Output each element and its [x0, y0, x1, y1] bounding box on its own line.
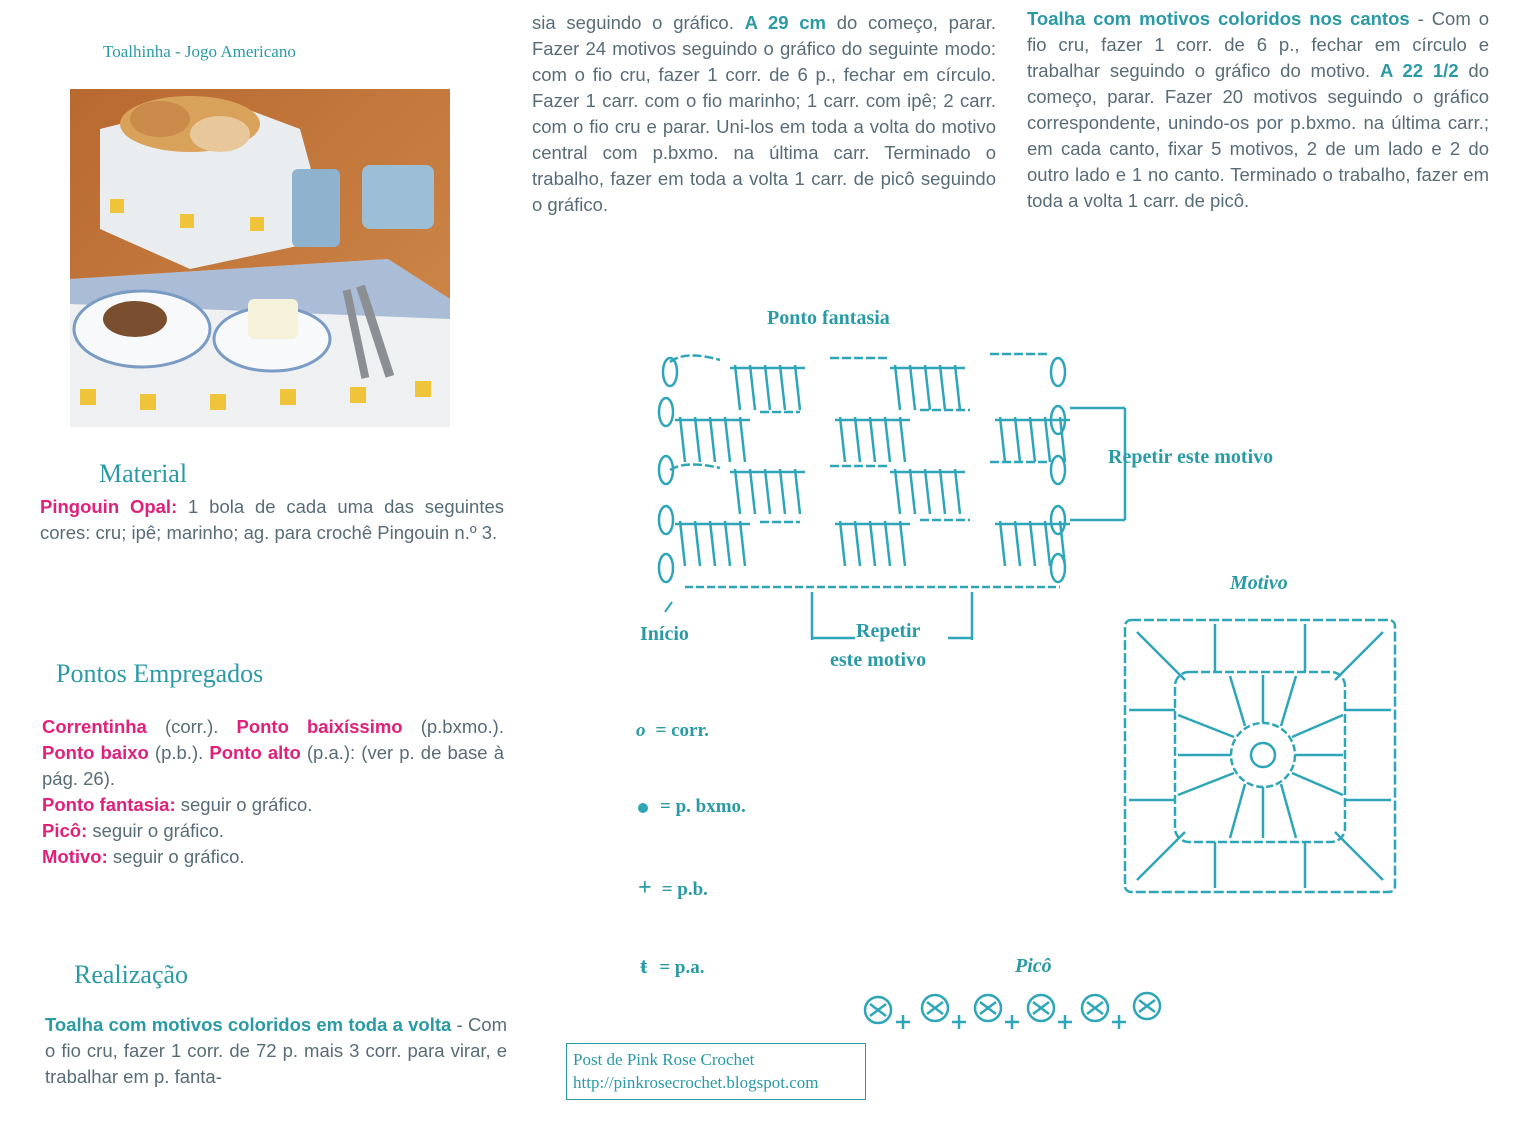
desc-ponto-fantasia: seguir o gráfico. — [175, 794, 313, 815]
realizacao-body: - Com o fio cru, fazer 1 corr. de 72 p. mais 3 corr. para virar, e trabalhar em p. fanta- — [45, 1014, 508, 1087]
legend-corr-text: = corr. — [655, 720, 709, 741]
credit-box — [566, 1043, 866, 1100]
legend-bxmo — [638, 796, 746, 818]
material-description: 1 bola de cada uma das seguintes cores: cru; ipê; marinho; ag. para crochê Pingouin n.º 3. — [40, 496, 504, 543]
col2-measure: A 29 cm — [744, 12, 827, 33]
legend-pa — [640, 953, 704, 979]
pb-symbol-icon: + — [638, 875, 652, 901]
repetir-bottom-label-line1: Repetir — [856, 620, 921, 642]
col2-part-a: sia seguindo o gráfico. — [532, 12, 745, 33]
col3-part-c: do começo, parar. Fazer 20 motivos seguindo o gráfico correspondente, unindo-os por p.bxmo. na última carr.; em cada canto, fixar 5 motivos, 2 de um lado e 2 do outro lado e 1 no canto. Terminado o trabalho, fazer em toda a volta 1 carr. de picô. — [1027, 60, 1489, 211]
legend-pa-text: = p.a. — [659, 957, 705, 978]
realizacao-heading: Realização — [74, 960, 189, 989]
repetir-bottom-label-line2: este motivo — [830, 649, 927, 671]
term-ponto-alto: Ponto alto — [209, 742, 301, 763]
inicio-label: Início — [640, 623, 689, 645]
corr-symbol-icon: o — [636, 720, 646, 741]
pontos-text — [42, 714, 504, 870]
term-motivo: Motivo: — [42, 846, 108, 867]
material-heading: Material — [99, 459, 188, 488]
photo-caption: Toalhinha - Jogo Americano — [103, 42, 296, 61]
term-ponto-baixo: Ponto baixo — [42, 742, 149, 763]
desc-pico: seguir o gráfico. — [87, 820, 224, 841]
credit-url[interactable]: http://pinkrosecrochet.blogspot.com — [573, 1073, 819, 1092]
col3-text — [1027, 6, 1489, 214]
abbr-pbxmo: (p.bxmo.). — [402, 716, 504, 737]
pico-chart — [860, 990, 1165, 1035]
material-brand: Pingouin Opal: — [40, 496, 178, 517]
credit-author: Post de Pink Rose Crochet — [573, 1050, 755, 1069]
abbr-pb: (p.b.). — [148, 742, 210, 763]
bxmo-symbol-icon — [638, 803, 648, 813]
col3-measure: A 22 1/2 — [1380, 60, 1459, 81]
abbr-corr: (corr.). — [146, 716, 237, 737]
col3-title: Toalha com motivos coloridos nos cantos — [1027, 8, 1410, 29]
realizacao-title: Toalha com motivos coloridos em toda a volta — [45, 1014, 452, 1035]
desc-motivo: seguir o gráfico. — [107, 846, 245, 867]
term-ponto-fantasia: Ponto fantasia: — [42, 794, 176, 815]
legend-corr — [636, 720, 709, 742]
placemat-photo — [70, 89, 450, 427]
pa-symbol-icon: ŧ — [640, 953, 648, 978]
col2-text — [532, 10, 996, 218]
pontos-heading: Pontos Empregados — [56, 659, 264, 688]
pico-label: Picô — [1015, 955, 1052, 977]
motivo-chart — [1115, 610, 1405, 900]
material-text — [40, 494, 504, 546]
legend-pb-text: = p.b. — [661, 879, 708, 900]
repetir-motivo-right-label: Repetir este motivo — [1108, 446, 1274, 468]
term-pico: Picô: — [42, 820, 88, 841]
term-correntinha: Correntinha — [42, 716, 147, 737]
col2-part-c: do começo, parar. Fazer 24 motivos seguindo o gráfico do seguinte modo: com o fio cru, fazer 1 corr. de 6 p., fechar em círculo. Fazer 1 carr. com o fio marinho; 1 carr. com ipê; 2 carr. com o fio cru e parar. Uni-los em toda a volta do motivo central com p.bxmo. na última carr. Terminado o trabalho, fazer em toda a volta 1 carr. de picô seguindo o gráfico. — [532, 12, 996, 215]
term-ponto-baixissimo: Ponto baixíssimo — [236, 716, 403, 737]
abbr-pa: (p.a.): (ver p. de base à pág. 26). — [42, 742, 504, 789]
realizacao-text — [45, 1012, 507, 1090]
legend-pb — [638, 875, 708, 902]
motivo-label: Motivo — [1230, 572, 1288, 594]
ponto-fantasia-label: Ponto fantasia — [767, 307, 890, 329]
col3-part-a: - Com o fio cru, fazer 1 corr. de 6 p., fechar em círculo e trabalhar seguindo o gráfico do motivo. — [1027, 8, 1489, 81]
ponto-fantasia-chart — [630, 340, 1150, 660]
legend-bxmo-text: = p. bxmo. — [660, 796, 746, 817]
